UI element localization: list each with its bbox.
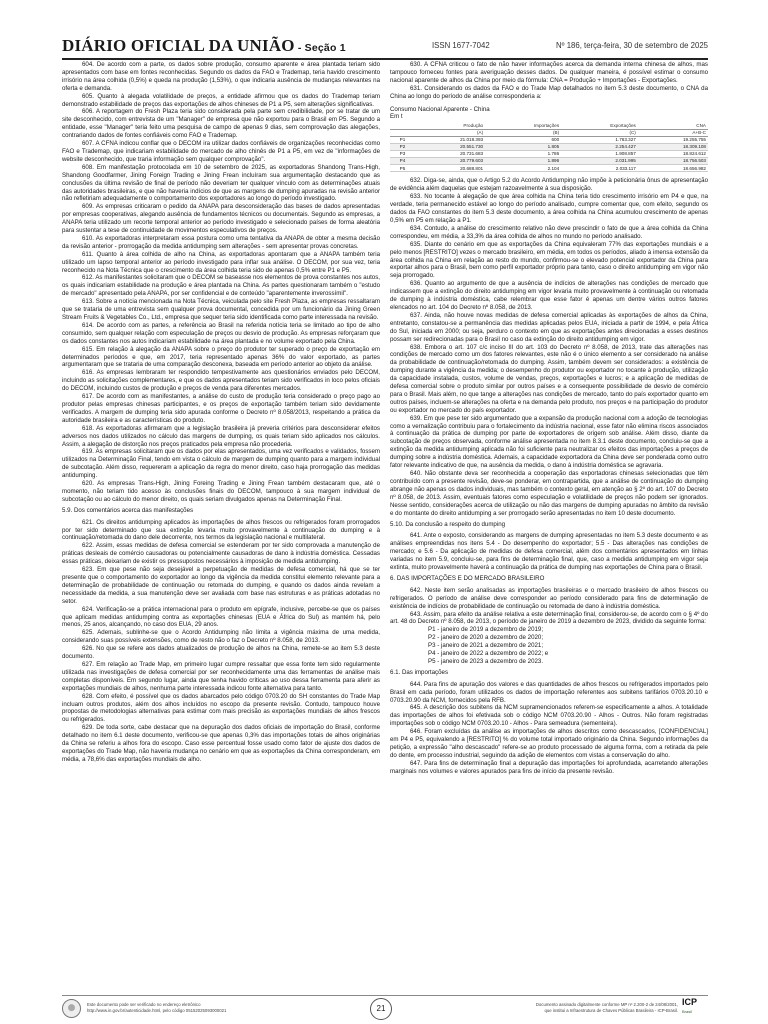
paragraph: 622. Assim, essas medidas de defesa comercial se estenderam por ter sido comprovada a manutenção de práticas desleais de comércio causadoras ou potencialmente causadoras de dano à indústria doméstica. Cessadas essas práticas, deixariam de existir os pressupostos necessários à imposição de medida antidumping.	[62, 542, 380, 566]
paragraph: 618. As exportadoras afirmaram que a legislação brasileira já preveria critérios para desconsiderar efeitos adversos nos dados utilizados no cálculo das margens de dumping, os quais teriam sido aplicados nos cálculos. Assim, a alegação de distorção nos preços praticados pela empresa não procederia.	[62, 424, 380, 448]
cna-cell: 1.805	[485, 143, 561, 150]
left-column	[62, 61, 380, 991]
table-row	[390, 158, 708, 165]
paragraph: 636. Quanto ao argumento de que a ausência de indícios de alterações nas condições de mercado que indicassem que a extinção do direito antidumping em vigor levaria muito provavelmente à continuação ou retomada de dumping à indústria doméstica, cabe relembrar que esse fator é apenas um dentre vários outros fatores elencados no art. 104 do Decreto nº 8.058, de 2013.	[390, 280, 708, 311]
edition-info: Nº 186, terça-feira, 30 de setembro de 2025	[556, 41, 708, 50]
cna-header-cell	[390, 129, 415, 136]
cna-table-title: Consumo Nacional Aparente - China	[390, 105, 490, 113]
cna-cell: 18.824.612	[638, 150, 708, 157]
paragraph: 644. Para fins de apuração dos valores e das quantidades de alhos frescos ou refrigerados importados pelo Brasil em cada período, foram utilizados os dados de importação referentes aos subitens tarifários 0703.20.10 e 0703.20.90 da NCM, fornecidos pela RFB.	[390, 680, 708, 704]
cna-cell: 2.033.117	[561, 165, 638, 172]
paragraph: 629. De toda sorte, cabe destacar que na depuração dos dados oficiais de importação do Brasil, conforme detalhado no item 6.1 deste documento, verificou-se que apenas 0,3% das importações totais de alhos originárias da China se referiu a alhos fora do escopo. Caso esse percentual fosse usado como fator de ajuste dos dados de exportações do Trade Map, não haveria mudança no cenário em que as exportações da China corresponderam, em média, a 78,6% das exportações mundiais de alho.	[62, 724, 380, 763]
paragraph: 611. Quanto à área colhida de alho na China, as exportadoras apontaram que a ANAPA também teria utilizado um lapso temporal anterior ao período investigado para inflar sua análise. O DECOM, por sua vez, teria reconhecido na Nota Técnica que o crescimento da área colhida teria sido de apenas 0,5% entre P1 e P5.	[62, 250, 380, 274]
period-list-item: P2 - janeiro de 2020 a dezembro de 2020;	[428, 634, 544, 642]
verification-note	[87, 1002, 226, 1014]
cna-cell: 2.104	[485, 165, 561, 172]
cna-header-cell: (A)	[415, 129, 485, 136]
coat-of-arms-icon	[62, 999, 81, 1018]
header-rule	[62, 58, 708, 60]
cna-cell: 18.656.982	[638, 165, 708, 172]
cna-cell: P3	[390, 150, 415, 157]
cna-cell: 1.763.327	[561, 136, 638, 143]
cna-header-cell: (C)	[561, 129, 638, 136]
cna-header-cell: Exportações	[561, 123, 638, 129]
paragraph: 632. Diga-se, ainda, que o Artigo 5.2 do Acordo Antidumping não impõe à peticionária ônus de apresentação de evidência além daquelas que estejam razoavelmente à sua disposição.	[390, 177, 708, 193]
paragraph: 638. Embora o art. 107 c/c inciso III do art. 103 do Decreto nº 8.058, de 2013, trate das alterações nas condições de mercado como um dos fatores relevantes, este não é o único elemento a ser considerado na análise da probabilidade de continuação/retomada do dumping. Assim, também devem ser considerados: a existência de dumping durante a vigência da medida; o desempenho do produtor ou exportador no tocante à produção, utilização da capacidade instalada, custos, volume de vendas, preços, exportações e lucros; e a aplicação de medidas de defesa comercial sobre o produto similar por outros países e a consequente possibilidade de desvio de comércio para o Brasil. Mais além, no que tange a alterações nas condições de mercado, tanto do país exportador quanto em outros países, incluem-se alterações na oferta e na demanda pelo produto, nos preços e na participação do produtor ou exportador no mercado do país exportador.	[390, 343, 708, 414]
cna-cell: 20.731.683	[415, 150, 485, 157]
right-column	[390, 61, 708, 991]
cna-header-cell: CNA	[638, 123, 708, 129]
icp-brasil-logo	[682, 998, 708, 1020]
section-heading: 6. DAS IMPORTAÇÕES E DO MERCADO BRASILEIRO	[390, 575, 545, 583]
period-list-item: P5 - janeiro de 2023 a dezembro de 2023.	[428, 657, 544, 665]
right-column-bottom	[390, 177, 708, 775]
table-row	[390, 150, 708, 157]
paragraph: 631. Considerando os dados da FAO e do Trade Map detalhados no item 5.3 deste documento, o CNA da China ao longo do período de análise corresponderia a:	[390, 84, 708, 100]
right-column-top	[390, 61, 708, 101]
section-heading: 5.9. Dos comentários acerca das manifestações	[62, 507, 194, 515]
cna-header-cell: Produção	[415, 123, 485, 129]
cna-cell: P5	[390, 165, 415, 172]
signature-line-2: que institui a Infraestrutura de Chaves Públicas Brasileira - ICP-Brasil.	[544, 1008, 678, 1013]
signature-line-1: Documento assinado digitalmente conforme MP nº 2.200-2 de 24/08/2001,	[535, 1002, 678, 1007]
paragraph: 612. As manifestantes solicitaram que o DECOM se baseasse nos elementos de prova constantes nos autos, os quais indicariam estabilidade na produção e área plantada na China. As partes questionaram também o "estudo de mercado" apresentado pela ANAPA, por ser confidencial e de conteúdo "aparentemente inverossímil".	[62, 274, 380, 298]
journal-title	[62, 36, 346, 56]
cna-cell: 2.031.995	[561, 158, 638, 165]
page-footer	[62, 995, 708, 1021]
paragraph: 637. Ainda, não houve novas medidas de defesa comercial aplicadas às exportações de alhos da China, entretanto, constatou-se a permanência das medidas aplicadas pelos EUA, iniciada a partir de 1994, e pela África do Sul, iniciada em 2000; ou seja, perduro o contexto em que as exportações antes direcionadas a esses destinos possam ser redirecionadas para o Brasil no caso da extinção do direito antidumping em vigor.	[390, 311, 708, 343]
paragraph: 639. Em que pese ter sido argumentado que a expansão da produção nacional com a adoção de tecnologias como a vernalização contribuiu para o fortalecimento da indústria nacional, esse fator não elimina riscos associados à continuação da prática de dumping por parte de exportadores de origem sob análise. Além disso, diante da subcotação de preços observada, conforme análise apresentada no item 8.3.1 deste documento, concluiu-se que a extinção da medida antidumping aplicada não foi suficiente para neutralizar os efeitos das importações a preços de dumping sobre a indústria doméstica. Ademais, a capacidade exportadora da China deve ser ponderada como outro fator relevante indicativo de que, na ausência da medida, o dano à indústria doméstica se agravaria.	[390, 414, 708, 470]
cna-cell: 1.896	[485, 158, 561, 165]
verification-link[interactable]: http://www.in.gov.br/autenticidade.html, pelo código 05152025093000021	[87, 1008, 227, 1013]
paragraph: 619. As empresas solicitaram que os dados por elas apresentados, uma vez verificados e validados, fossem utilizados na Determinação Final, tendo em vista o cálculo de margem de dumping quanto para a margem individual de subcotação. Além disso, requereram a aplicação da regra do menor direito, caso haja prorrogação das medidas antidumping.	[62, 448, 380, 480]
cna-cell: 20.779.603	[415, 158, 485, 165]
cna-cell: 21.018.393	[415, 136, 485, 143]
paragraph: 610. As exportadoras interpretaram essa postura como uma tentativa da ANAPA de obter a mesma decisão da revisão anterior - prorrogação da medida antidumping sem alterações - sem apresentar provas concretas.	[62, 234, 380, 250]
paragraph: 608. Em manifestação protocolada em 10 de setembro de 2025, as exportadoras Shandong Trans-High, Shandong Goodfarmer, Jining Foreign Trading e Jining Frean incluíram sua argumentação destacando que as conclusões da última revisão de final de período não deveriam ter qualquer vínculo com as determinações atuais das autoridades brasileiras, e que não haveria indícios de que as margens de dumping apuradas na revisão anterior não refletiriam adequadamente o comportamento dos exportadores ao longo do período investigado.	[62, 163, 380, 203]
paragraph: 613. Sobre a notícia mencionada na Nota Técnica, veiculada pelo site Fresh Plaza, as empresas ressaltaram que se trataria de uma entrevista sem qualquer prova documental, concedida por um funcionário da Jining Green Stream Fruits & Vegetables Co., Ltd., empresa que sequer teria sido identificada como parte interessada na revisão.	[62, 298, 380, 321]
table-row	[390, 136, 708, 143]
cna-header-cell: (B)	[485, 129, 561, 136]
paragraph: 625. Ademais, sublinhe-se que o Acordo Antidumping não limita a vigência máxima de uma medida, considerando suas possíveis extensões, como de resto não o faz o Decreto nº 8.058, de 2013.	[62, 629, 380, 645]
paragraph: 621. Os direitos antidumping aplicados às importações de alhos frescos ou refrigerados foram prorrogados por ter sido determinado que sua extinção levaria muito provavelmente à continuação do dumping e à continuação/retomada do dano dele decorrente, nos termos da legislação nacional e multilateral.	[62, 518, 380, 542]
paragraph: 634. Contudo, a análise do crescimento relativo não deve prescindir o fato de que a área colhida da China correspondeu, em média, a 33,3% da área colhida de alhos no mundo no período analisado.	[390, 224, 708, 240]
table-row	[390, 143, 708, 150]
signature-note	[536, 1002, 678, 1014]
paragraph: 607. A CFNA indicou conflar que o DECOM ira utilizar dados confiáveis de organizações reconhecidas como FAO e Trademap, que indicariam estabilidade do mercado de alho chinês de P1 a P5, em vez de "informações de website desconhecido, que traria informação sem qualquer comprovação".	[62, 140, 380, 163]
cna-cell: 18.309.108	[638, 143, 708, 150]
paragraph: 640. Não obstante deva ser reconhecida a cooperação das exportadoras chinesas selecionadas que têm contribuído com a presente revisão, deve-se ponderar, em contrapartida, que a análise de continuação do dumping abrange não apenas os dados individuais, mas também o contexto geral, em atenção ao § 2º do art. 107 do Decreto nº 8.058, de 2013. Assim, eventuais fatores como especulação e volatilidade de preços não podem ser ignorados. Nesse sentido, considerações acerca de utilização ou não das margens de dumping apuradas no âmbito da revisão e do montante do direito antidumping a ser prorrogado serão apresentadas no item 10 deste documento.	[390, 470, 708, 517]
cna-cell: 1.908.857	[561, 150, 638, 157]
cna-table-head	[390, 123, 708, 136]
journal-title-main: DIÁRIO OFICIAL DA UNIÃO	[62, 36, 295, 55]
cna-header-cell: A+B-C	[638, 129, 708, 136]
cna-cell: 1.786	[485, 150, 561, 157]
verification-line-1: Este documento pode ser verificado no endereço eletrônico	[87, 1002, 201, 1007]
icp-logo-sub: Brasil	[682, 1009, 693, 1014]
paragraph: 615. Em relação à alegação da ANAPA sobre o preço do produtor ter superado o preço de exportação em determinados períodos e que, em 2017, teria representado apenas 36% do valor exportado, as partes argumentaram que se trataria de uma comparação desconexa, baseada em período anterior ao objeto da análise.	[62, 345, 380, 369]
paragraph: 646. Foram excluídas da análise as importações de alhos descritos como descascados, [CONFIDENCIAL] em P4 e P5, equivalendo a [RESTRITO] % do volume total importado originário da China. Segundo informações da petição, a expressão "alho descascado" refere-se ao produto processado de alguma forma, com a retirada da pele do dente, em processo industrial, seguindo da adição de elementos com vistas a conservação do alho.	[390, 728, 708, 759]
page-header	[62, 36, 708, 56]
paragraph: 609. As empresas criticaram o pedido da ANAPA para desconsideração das bases de dados apresentadas por empresas cooperativas, alegando ausência de fundamentos técnicos ou documentais. Segundo as empresas, a ANAPA teria utilizado um recorte temporal anterior ao período investigado e selecionado países de forma aleatória para sustentar a tese de continuidade de movimentos especulativos de preços.	[62, 203, 380, 235]
period-list-item: P1 - janeiro de 2019 a dezembro de 2019;	[428, 626, 544, 634]
cna-table-body	[390, 136, 708, 172]
period-list-item: P4 - janeiro de 2022 a dezembro de 2022; e	[428, 650, 549, 658]
page-number: 21	[370, 998, 392, 1020]
paragraph: 624. Verificação-se a prática internacional para o produto em epígrafe, inclusive, percebe-se que os países que aplicam medidas antidumping contra as exportações chinesas (EUA e África do Sul) as mantém há, pelo menos, 25 anos, alcançando, no caso dos EUA, 29 anos.	[62, 605, 380, 629]
paragraph: 643. Assim, para efeito da análise relativa a este determinação final, considerou-se, de acordo com o § 4º do art. 48 do Decreto nº 8.058, de 2013, o período de janeiro de 2019 a dezembro de 2023, dividido da seguinte forma:	[390, 610, 708, 626]
paragraph: 633. No tocante à alegação de que área colhida na China teria tido crescimento irrisório em P4 e que, na verdade, teria permanecido estável ao longo do período analisado, cumpre comentar que, com efeito, segundo os dados da FAO constantes do item 5.3 deste documento, a área colhida na China acumulou crescimento de apenas 0,5% em P5 em relação a P1.	[390, 193, 708, 224]
cna-table-unit: Em t	[390, 113, 403, 121]
cna-header-row	[390, 129, 708, 136]
journal-section: - Seção 1	[294, 42, 346, 54]
paragraph: 628. Com efeito, é possível que os dados abarcados pelo código 0703.20 do SH constantes do Trade Map incluam outros produtos, além dos alhos incluídos no escopo da presente revisão. Contudo, tampouco houve propostas de metodologias alternativas para estimar com mais precisão as exportações mundiais de alhos frescos ou refrigerados.	[62, 692, 380, 724]
cna-table	[390, 123, 708, 172]
paragraph: 605. Quanto à alegada volatilidade de preços, a entidade afirmou que os dados do Trademap teriam demonstrado estabilidade de preços das exportações de alhos chineses de P1 a P5, sem alterações significativas.	[62, 92, 380, 108]
table-row	[390, 165, 708, 172]
paragraph: 635. Diante do cenário em que as exportações da China equivaleram 77% das exportações mundiais e a pelo menos [RESTRITO] vezes o mercado brasileiro, em média, em todos os períodos, aliado à imensa extensão da área colhida na China em relação ao resto do mundo, confirmou-se o elevado potencial exportador da China para exportar alhos para o Brasil, bem como perfil exportador próprio para tanto, caso o direito antidumping em vigor não seja prorrogado.	[390, 240, 708, 280]
cna-cell: 20.688.801	[415, 165, 485, 172]
paragraph: 626. No que se refere aos dados atualizados de produção de alhos na China, remete-se ao item 5.3 deste documento.	[62, 645, 380, 661]
section-heading: 6.1. Das importações	[390, 669, 449, 677]
paragraph: 627. Em relação ao Trade Map, em primeiro lugar cumpre ressaltar que essa fonte tem sido regularmente utilizada nas investigações de defesa comercial por ser reconhecidamente uma das ferramentas de análise mais completas disponíveis. Em segundo lugar, ainda que tenha havido críticas ao uso dessa ferramenta para aferir as exportações mundiais de alhos, nenhuma parte interessada indicou fonte alternativa para tanto.	[62, 660, 380, 692]
paragraph: 616. As empresas lembraram ter respondido tempestivamente aos questionários enviados pelo DECOM, incluindo as solicitações complementares, e que os dados apresentados teriam sido verificados in loco pelos oficiais do DECOM, incluindo custos de produção e preços de venda para diferentes mercados.	[62, 369, 380, 393]
paragraph: 606. A reportagem do Fresh Plaza teria sido considerada pela parte sem credibilidade, por se tratar de um site desconhecido, com entrevista de um "Manager" de empresa que não exportou para o Brasil em P5. Segundo a entidade, esse "Manager" teria feito uma pesquisa de campo de apenas 9 dias, sem comprovação das alegações, contrariando dados de fontes confiáveis como FAO e Trademap.	[62, 108, 380, 140]
paragraph: 614. De acordo com as partes, a referência ao Brasil na referida notícia teria se limitado ao tipo de alho consumido, sem qualquer relação com especulação de preços ou desvio de produção. As empresas reforçaram que os dados constantes nos autos indicariam estabilidade na área plantada e no volume exportado pela China.	[62, 321, 380, 345]
section-heading: 5.10. Da conclusão a respeito do dumping	[390, 520, 506, 528]
cna-cell: 600	[485, 136, 561, 143]
paragraph: 641. Ante o exposto, considerando as margens de dumping apresentadas no item 5.3 deste documento e as análises empreendidas nos itens 5.4 - Do desempenho do exportador; 5.5 - Das alterações nas condições de mercado; e 5.6 - Da aplicação de medidas de defesa comercial, além dos comentários apresentados em linhas variadas no item 5.9, concluiu-se, para fins de determinação final, que, caso a medida antidumping em vigor seja extinta, muito provavelmente haverá a continuação da prática de dumping nas exportações de China para o Brasil.	[390, 532, 708, 571]
cna-cell: 2.254.427	[561, 143, 638, 150]
paragraph: 647. Para fins de determinação final a depuração das importações foi aprofundada, acarretando alterações marginais nos volumes e valores apurados para fins de início da presente revisão.	[390, 759, 708, 775]
icp-logo-text: ICP	[682, 997, 698, 1007]
paragraph: 630. A CFNA criticou o fato de não haver informações acerca da demanda interna chinesa de alhos, mas tampouco forneceu fontes para averiguação desses dados. De qualquer maneira, é possível estimar o consumo nacional aparente de alhos da China por meio da fórmula: CNA = Produção + Importações - Exportações.	[390, 61, 708, 84]
paragraph: 642. Neste item serão analisadas as importações brasileiras e o mercado brasileiro de alhos frescos ou refrigerados. O período de análise deve corresponder ao período considerado para fins de determinação de existência de indícios de probabilidade de continuação ou retomada de dano à indústria doméstica.	[390, 586, 708, 610]
cna-cell: P4	[390, 158, 415, 165]
paragraph: 604. De acordo com a parte, os dados sobre produção, consumo aparente e área plantada teriam sido apresentados com base em fontes reconhecidas. Segundo os dados da FAO e Trademap, teria havido crescimento irrisório na área colhida (0,5%) e queda na produção (1,53%), o que indicaria ausência de mudanças relevantes na oferta e demanda.	[62, 61, 380, 92]
paragraph: 623. Em que pese não seja desejável a perpetuação de medidas de defesa comercial, há que se ter presente que o comportamento do exportador ao longo da vigência da medida constitui elemento relevante para a determinação de probabilidade de continuação ou retomada do dumping, e quando os dados ainda revelam a necessidade da medida, a sua manutenção deve ser avaliada com base nas estruturas e as práticas adotadas no setor.	[62, 566, 380, 605]
paragraph: 645. A descrição dos subitens da NCM supramencionados referem-se especificamente a alhos. A totalidade das importações de alhos foi efetivada sob o código NCM 0703.20.90 - Alhos - Outros. Não foram registradas importações sob o código NCM 0703.20.10 - Alhos - Para semeadura (sementeira).	[390, 704, 708, 728]
period-list-item: P3 - janeiro de 2021 a dezembro de 2021;	[428, 642, 544, 650]
cna-cell: 18.756.503	[638, 158, 708, 165]
paragraph: 620. As empresas Trans-High, Jining Foreing Trading e Jining Frean também destacaram que, até o momento, não teriam tido acesso às conclusões finais do DECOM, tampouco à sua margem individual de subcotação ou ao cálculo do menor direito, os quais seriam divulgados apenas na Determinação Final.	[62, 480, 380, 503]
cna-cell: 20.551.730	[415, 143, 485, 150]
paragraph: 617. De acordo com as manifestantes, a análise do custo de produção teria considerado o preço pago ao produtor pelas empresas chinesas participantes, e os preços de exportação também teriam sido devidamente verificados. A margem de dumping teria sido apurada conforme o Decreto nº 8.058/2013, respeitando a prática da autoridade brasileira e as características do produto.	[62, 393, 380, 424]
cna-cell: P1	[390, 136, 415, 143]
issn: ISSN 1677-7042	[432, 41, 490, 50]
cna-cell: 19.255.755	[638, 136, 708, 143]
cna-cell: P2	[390, 143, 415, 150]
cna-header-cell: Importações	[485, 123, 561, 129]
